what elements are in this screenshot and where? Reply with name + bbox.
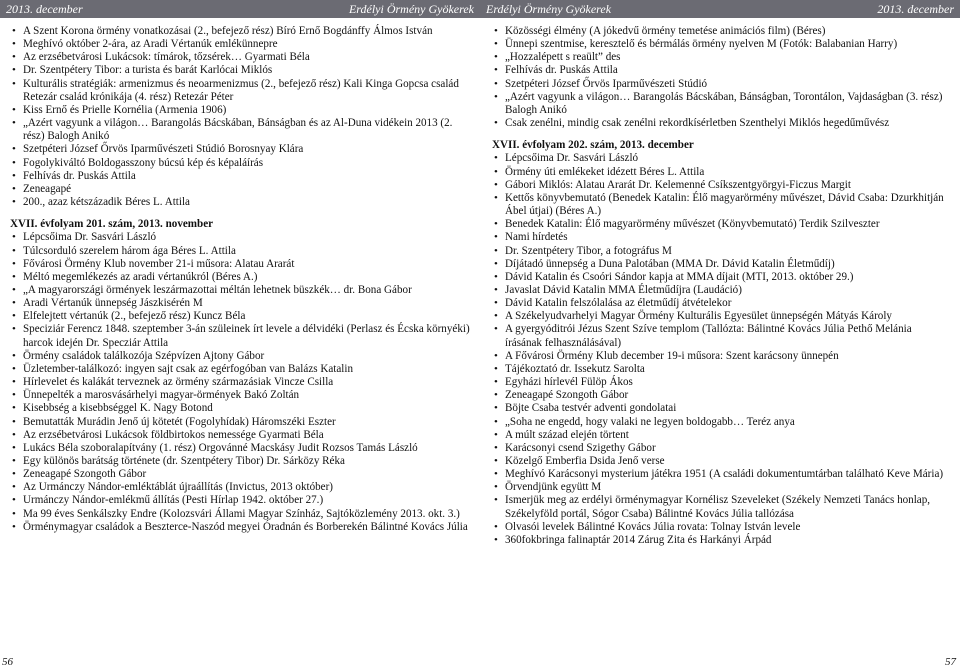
- left-column: [10, 25, 470, 534]
- list-item: • A Szent Korona örmény vonatkozásai (2., befejező rész) Bíró Ernő Bogdánffy Álmos István: [10, 25, 470, 38]
- list-item: • Egy különös barátság története (dr. Szentpétery Tibor) Dr. Sárközy Réka: [10, 455, 470, 468]
- list-item: • Olvasói levelek Bálintné Kovács Júlia rovata: Tolnay István levele: [492, 521, 950, 534]
- list-item: • Kiss Ernő és Prielle Kornélia (Armenia 1906): [10, 104, 470, 117]
- left-header: [0, 0, 480, 18]
- list-item: • Zeneagapé: [10, 183, 470, 196]
- list-item: • Javaslat Dávid Katalin MMA Életműdíjra (Laudáció): [492, 284, 950, 297]
- list-item: • Közelgő Emberfia Dsida Jenő verse: [492, 455, 950, 468]
- list-item: • 360fokbringa falinaptár 2014 Zárug Zita és Harkányi Árpád: [492, 534, 950, 547]
- contents-list: [10, 231, 470, 534]
- list-item: • Örvendjünk együtt M: [492, 481, 950, 494]
- list-item: • Túlcsorduló szerelem három ága Béres L. Attila: [10, 245, 470, 258]
- list-item: • Ünnepi szentmise, keresztelő és bérmálás örmény nyelven M (Fotók: Balabanian Harry): [492, 38, 950, 51]
- list-item: • Meghívó október 2-ára, az Aradi Vértanúk emlékünnepre: [10, 38, 470, 51]
- list-item: • A Székelyudvarhelyi Magyar Örmény Kulturális Egyesület ünnepségén Mátyás Károly: [492, 310, 950, 323]
- list-item: • Fővárosi Örmény Klub november 21-i műsora: Alatau Ararát: [10, 258, 470, 271]
- list-item: • Ismerjük meg az erdélyi örménymagyar Kornélisz Szeveleket (Székely Nemzeti Tanács honlap, Székelyföld portál, Sógor Csaba) Bálintné Kovács Júlia tallózása: [492, 494, 950, 520]
- list-item: • Dávid Katalin felszólalása az életműdíj átvételekor: [492, 297, 950, 310]
- list-item: • „Azért vagyunk a világon… Barangolás Bácskában, Bánságban, Torontálon, Vajdaságban (3. rész) Balogh Anikó: [492, 91, 950, 117]
- list-item: • 200., azaz kétszázadik Béres L. Attila: [10, 196, 470, 209]
- list-item: • Böjte Csaba testvér adventi gondolatai: [492, 402, 950, 415]
- list-item: • Örmény családok találkozója Szépvízen Ajtony Gábor: [10, 350, 470, 363]
- list-item: • A Fővárosi Örmény Klub december 19-i műsora: Szent karácsony ünnepén: [492, 350, 950, 363]
- list-item: • Dr. Szentpétery Tibor: a turista és barát Karlócai Miklós: [10, 64, 470, 77]
- contents-list: [492, 152, 950, 547]
- list-item: • Meghívó Karácsonyi mysterium játékra 1951 (A családi dokumentumtárban található Keve Mária): [492, 468, 950, 481]
- list-item: • Üzletember-találkozó: ingyen sajt csak az egérfogóban van Balázs Katalin: [10, 363, 470, 376]
- issue-heading: XVII. évfolyam 202. szám, 2013. december: [492, 139, 694, 152]
- list-item: • Tájékoztató dr. Issekutz Sarolta: [492, 363, 950, 376]
- list-item: • Bemutatták Murádin Jenő új kötetét (Fogolyhídak) Háromszéki Eszter: [10, 416, 470, 429]
- list-item: • Lukács Béla szoboralapítvány (1. rész) Orgovánné Macskásy Judit Rozsos Tamás László: [10, 442, 470, 455]
- list-item: • Zeneagapé Szongoth Gábor: [10, 468, 470, 481]
- list-item: • Az Urmánczy Nándor-emléktáblát újraállítás (Invictus, 2013 október): [10, 481, 470, 494]
- list-item: • Felhívás dr. Puskás Attila: [492, 64, 950, 77]
- list-item: • Zeneagapé Szongoth Gábor: [492, 389, 950, 402]
- right-header: [480, 0, 960, 18]
- list-item: • Karácsonyi csend Szigethy Gábor: [492, 442, 950, 455]
- list-item: • Egyházi hírlevél Fülöp Ákos: [492, 376, 950, 389]
- list-item: • Ünnepelték a marosvásárhelyi magyar-örmények Bakó Zoltán: [10, 389, 470, 402]
- list-item: • Dr. Szentpétery Tibor, a fotográfus M: [492, 245, 950, 258]
- list-item: • Csak zenélni, mindig csak zenélni rekordkísérletben Szenthelyi Miklós hegedűművész: [492, 117, 950, 130]
- list-item: • Az erzsébetvárosi Lukácsok földbirtokos nemessége Gyarmati Béla: [10, 429, 470, 442]
- list-item: • Felhívás dr. Puskás Attila: [10, 170, 470, 183]
- page-number: 56: [2, 656, 13, 668]
- list-item: • Szetpéteri József Őrvös Iparművészeti Stúdió: [492, 78, 950, 91]
- issue-heading: XVII. évfolyam 201. szám, 2013. november: [10, 218, 214, 231]
- list-item: • Dávid Katalin és Csoóri Sándor kapja at MMA díjait (MTI, 2013. október 29.): [492, 271, 950, 284]
- list-item: • Ma 99 éves Senkálszky Endre (Kolozsvári Állami Magyar Színház, Sajtóközlemény 2013. okt. 3.): [10, 508, 470, 521]
- list-item: • „Hozzalépett s reaült” des: [492, 51, 950, 64]
- list-item: • Aradi Vértanúk ünnepség Jászkisérén M: [10, 297, 470, 310]
- list-item: • Benedek Katalin: Élő magyarörmény művészet (Könyvbemutató) Terdik Szilveszter: [492, 218, 950, 231]
- list-item: • Méltó megemlékezés az aradi vértanúkról (Béres A.): [10, 271, 470, 284]
- contents-list: [10, 25, 470, 209]
- list-item: • Gábori Miklós: Alatau Ararát Dr. Kelemenné Csíkszentgyörgyi-Ficzus Margit: [492, 179, 950, 192]
- list-item: • Speciziár Ferencz 1848. szeptember 3-án szüleinek írt levele a délvidéki (Perlasz és Écska környéki) harcok idején Dr. Specziár Attila: [10, 323, 470, 349]
- right-column: [492, 25, 950, 547]
- list-item: • Díjátadó ünnepség a Duna Palotában (MMA Dr. Dávid Katalin Életműdíj): [492, 258, 950, 271]
- list-item: • Kettős könyvbemutató (Benedek Katalin: Élő magyarörmény művészet, Dávid Csaba: Dzurkhitján Ábel útjai) (Béres A.): [492, 192, 950, 218]
- list-item: • Lépcsőima Dr. Sasvári László: [10, 231, 470, 244]
- list-item: • Urmánczy Nándor-emlékmű állítás (Pesti Hírlap 1942. október 27.): [10, 494, 470, 507]
- page-number: 57: [945, 656, 956, 668]
- list-item: • Örménymagyar családok a Beszterce-Naszód megyei Óradnán és Borberekén Bálintné Kovács Júlia: [10, 521, 470, 534]
- list-item: • Nami hírdetés: [492, 231, 950, 244]
- header-year: 2013. december: [877, 1, 954, 16]
- header-year: 2013. december: [6, 1, 83, 16]
- list-item: • Fogolykiváltó Boldogasszony búcsú kép és képaláírás: [10, 157, 470, 170]
- list-item: • Örmény úti emlékeket idézett Béres L. Attila: [492, 166, 950, 179]
- list-item: • Elfelejtett vértanúk (2., befejező rész) Kuncz Béla: [10, 310, 470, 323]
- list-item: • Kisebbség a kisebbséggel K. Nagy Botond: [10, 402, 470, 415]
- list-item: • Szetpéteri József Őrvös Iparművészeti Stúdió Borosnyay Klára: [10, 143, 470, 156]
- header-title: Erdélyi Örmény Gyökerek: [486, 1, 612, 16]
- list-item: • „Azért vagyunk a világon… Barangolás Bácskában, Bánságban és az Al-Duna vidékein 2013 (2. rész) Balogh Anikó: [10, 117, 470, 143]
- contents-list: [492, 25, 950, 130]
- header-title: Erdélyi Örmény Gyökerek: [348, 1, 474, 16]
- list-item: • Kulturális stratégiák: armenizmus és neoarmenizmus (2., befejező rész) Kali Kinga Gopcsa család Retezár család krónikája (4. rész) Retezár Péter: [10, 78, 470, 104]
- list-item: • „A magyarországi örmények leszármazottai méltán lehetnek büszkék… dr. Bona Gábor: [10, 284, 470, 297]
- list-item: • A gyergyóditrói Jézus Szent Szíve templom (Tallózta: Bálintné Kovács Júlia Pethő Melánia írásának felhasználásával): [492, 323, 950, 349]
- list-item: • Közösségi élmény (A jókedvű örmény temetése animációs film) (Béres): [492, 25, 950, 38]
- list-item: • Hírlevelet és kalákát terveznek az örmény származásiak Vincze Csilla: [10, 376, 470, 389]
- right-page: [480, 0, 960, 668]
- list-item: • Az erzsébetvárosi Lukácsok: tímárok, tőzsérek… Gyarmati Béla: [10, 51, 470, 64]
- list-item: • „Soha ne engedd, hogy valaki ne legyen boldogabb… Teréz anya: [492, 416, 950, 429]
- list-item: • Lépcsőima Dr. Sasvári László: [492, 152, 950, 165]
- list-item: • A múlt század elején törtent: [492, 429, 950, 442]
